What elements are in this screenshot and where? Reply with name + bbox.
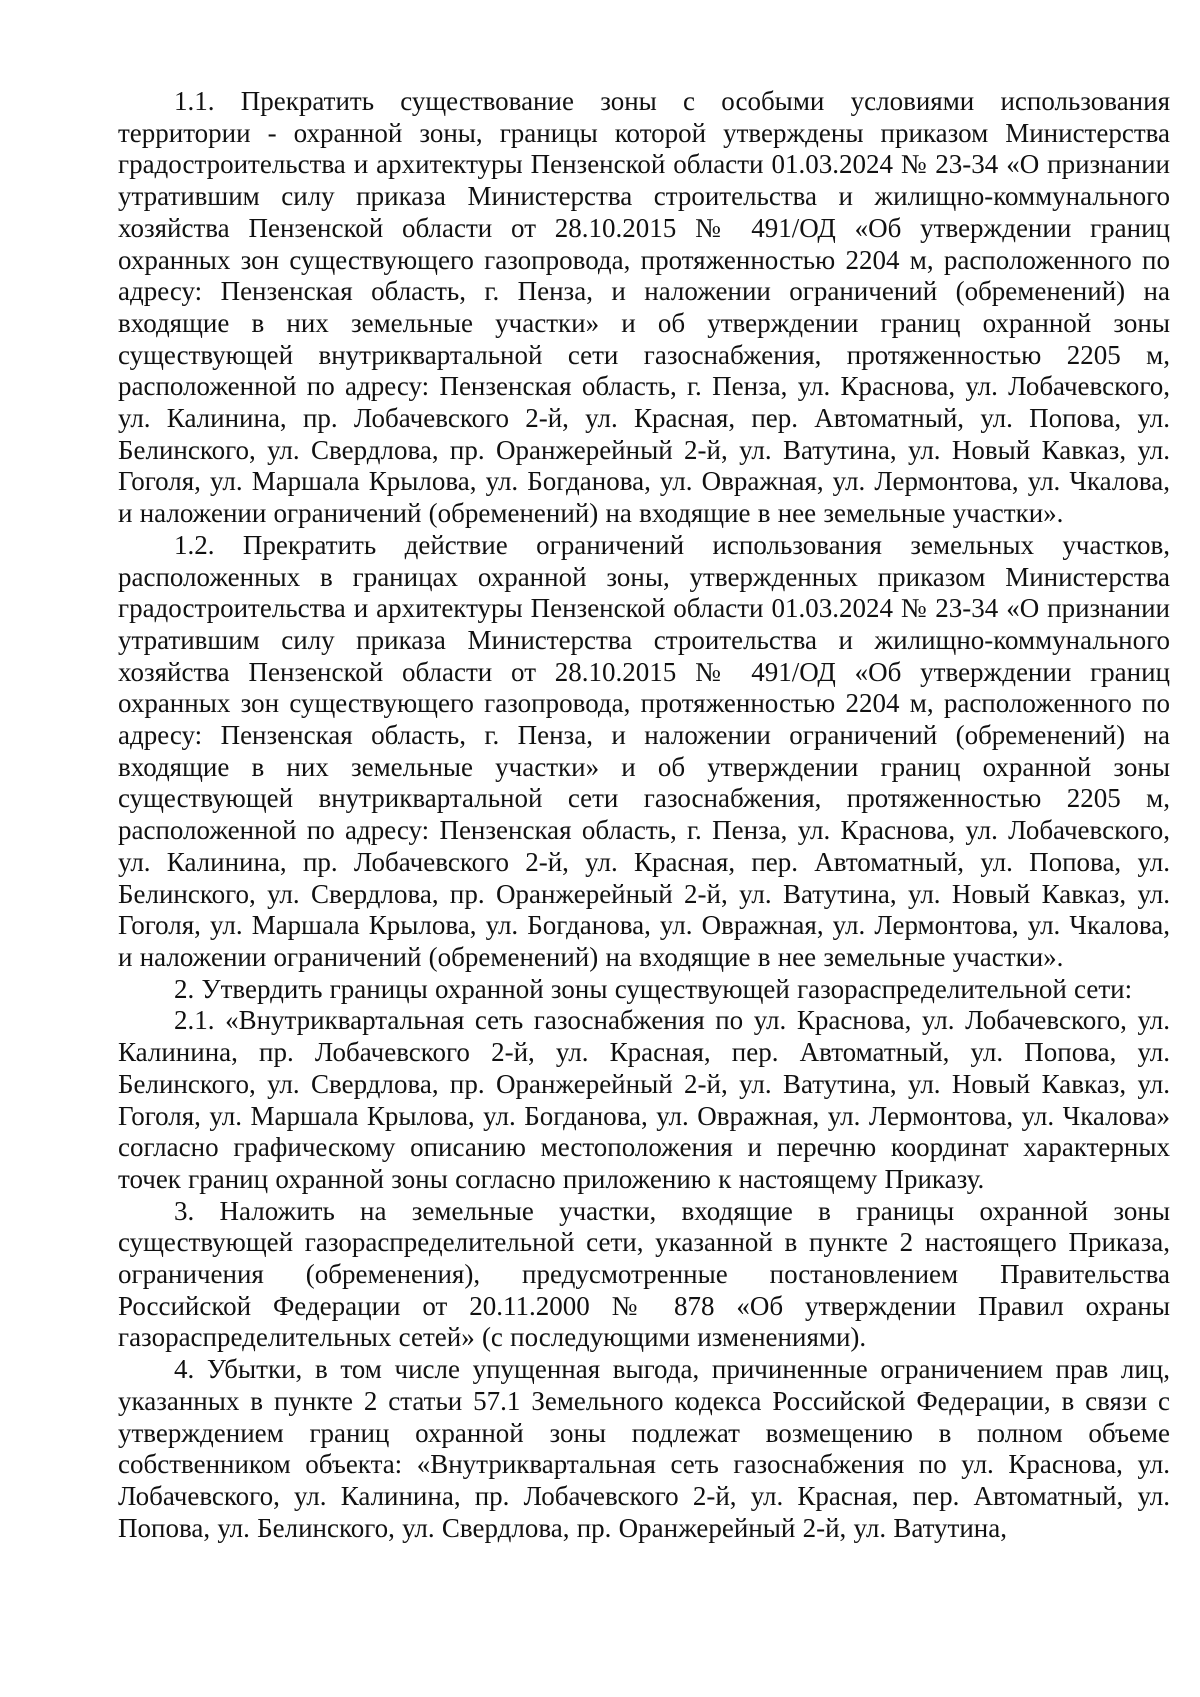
paragraph-1-1: 1.1. Прекратить существование зоны с особыми условиями использования территории - охранной зоны, границы которой утверждены приказом Министерства градостроительства и архитектуры Пензенской области 01.03.2024 № 23-34 «О признании утратившим силу приказа Министерства строительства и жилищно-коммунального хозяйства Пензенской области от 28.10.2015 № 491/ОД «Об утверждении границ охранных зон существующего газопровода, протяженностью 2204 м, расположенного по адресу: Пензенская область, г. Пенза, и наложении ограничений (обременений) на входящие в них земельные участки» и об утверждении границ охранной зоны существующей внутриквартальной сети газоснабжения, протяженностью 2205 м, расположенной по адресу: Пензенская область, г. Пенза, ул. Краснова, ул. Лобачевского, ул. Калинина, пр. Лобачевского 2-й, ул. Красная, пер. Автоматный, ул. Попова, ул. Белинского, ул. Свердлова, пр. Оранжерейный 2-й, ул. Ватутина, ул. Новый Кавказ, ул. Гоголя, ул. Маршала Крылова, ул. Богданова, ул. Овражная, ул. Лермонтова, ул. Чкалова, и наложении ограничений (обременений) на входящие в нее земельные участки». bbox=[118, 86, 1170, 529]
paragraph-2-1: 2.1. «Внутриквартальная сеть газоснабжения по ул. Краснова, ул. Лобачевского, ул. Калинина, пр. Лобачевского 2-й, ул. Красная, пер. Автоматный, ул. Попова, ул. Белинского, ул. Свердлова, пр. Оранжерейный 2-й, ул. Ватутина, ул. Новый Кавказ, ул. Гоголя, ул. Маршала Крылова, ул. Богданова, ул. Овражная, ул. Лермонтова, ул. Чкалова» согласно графическому описанию местоположения и перечню координат характерных точек границ охранной зоны согласно приложению к настоящему Приказу. bbox=[118, 1005, 1170, 1194]
paragraph-1-2: 1.2. Прекратить действие ограничений использования земельных участков, расположенных в границах охранной зоны, утвержденных приказом Министерства градостроительства и архитектуры Пензенской области 01.03.2024 № 23-34 «О признании утратившим силу приказа Министерства строительства и жилищно-коммунального хозяйства Пензенской области от 28.10.2015 № 491/ОД «Об утверждении границ охранных зон существующего газопровода, протяженностью 2204 м, расположенного по адресу: Пензенская область, г. Пенза, и наложении ограничений (обременений) на входящие в них земельные участки» и об утверждении границ охранной зоны существующей внутриквартальной сети газоснабжения, протяженностью 2205 м, расположенной по адресу: Пензенская область, г. Пенза, ул. Краснова, ул. Лобачевского, ул. Калинина, пр. Лобачевского 2-й, ул. Красная, пер. Автоматный, ул. Попова, ул. Белинского, ул. Свердлова, пр. Оранжерейный 2-й, ул. Ватутина, ул. Новый Кавказ, ул. Гоголя, ул. Маршала Крылова, ул. Богданова, ул. Овражная, ул. Лермонтова, ул. Чкалова, и наложении ограничений (обременений) на входящие в нее земельные участки». bbox=[118, 529, 1170, 972]
paragraph-2: 2. Утвердить границы охранной зоны существующей газораспределительной сети: bbox=[174, 973, 1133, 1004]
document-page bbox=[118, 86, 1170, 1544]
paragraph-3: 3. Наложить на земельные участки, входящие в границы охранной зоны существующей газораспределительной сети, указанной в пункте 2 настоящего Приказа, ограничения (обременения), предусмотренные постановлением Правительства Российской Федерации от 20.11.2000 № 878 «Об утверждении Правил охраны газораспределительных сетей» (с последующими изменениями). bbox=[118, 1195, 1170, 1353]
paragraph-4: 4. Убытки, в том числе упущенная выгода, причиненные ограничением прав лиц, указанных в пункте 2 статьи 57.1 Земельного кодекса Российской Федерации, в связи с утверждением границ охранной зоны подлежат возмещению в полном объеме собственником объекта: «Внутриквартальная сеть газоснабжения по ул. Краснова, ул. Лобачевского, ул. Калинина, пр. Лобачевского 2-й, ул. Красная, пер. Автоматный, ул. Попова, ул. Белинского, ул. Свердлова, пр. Оранжерейный 2-й, ул. Ватутина, bbox=[118, 1354, 1170, 1543]
